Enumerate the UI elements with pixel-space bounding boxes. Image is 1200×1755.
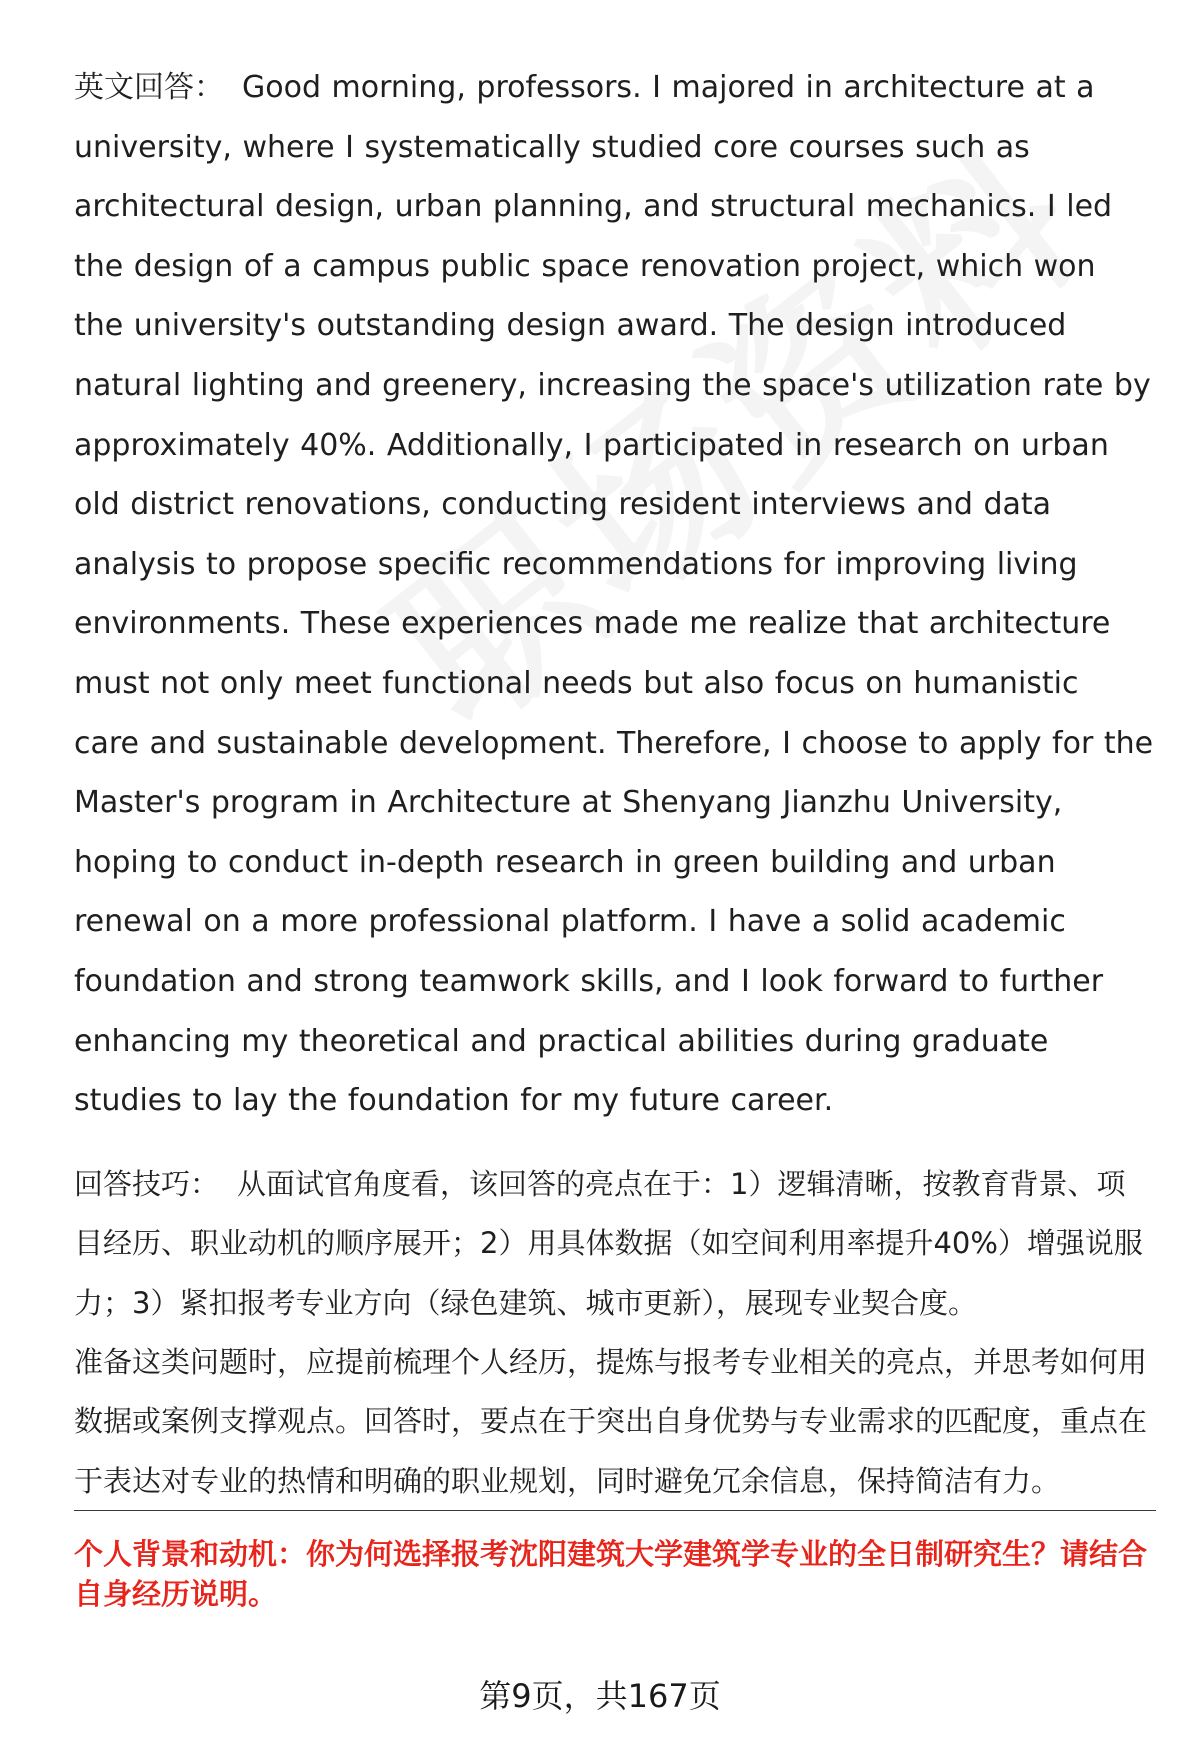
english-answer-label: 英文回答： <box>74 70 224 105</box>
next-question-heading: 个人背景和动机：你为何选择报考沈阳建筑大学建筑学专业的全日制研究生？请结合自身经历说明。 <box>74 1537 1148 1611</box>
page-content <box>74 58 1154 1511</box>
english-answer-text: Good morning, professors. I majored in architecture at a university, where I systematically studied core courses such as architectural design, urban planning, and structural mechanics. I led the design of a campus public space renovation project, which won the university's outstanding design award. The design introduced natural lighting and greenery, increasing the space's utilization rate by approximately 40%. Additionally, I participated in research on urban old district renovations, conducting resident interviews and data analysis to propose specific recommendations for improving living environments. These experiences made me realize that architecture must not only meet functional needs but also focus on humanistic care and sustainable development. Therefore, I choose to apply for the Master's program in Architecture at Shenyang Jianzhu University, hoping to conduct in-depth research in green building and urban renewal on a more professional platform. I have a solid academic foundation and strong teamwork skills, and I look forward to further enhancing my theoretical and practical abilities during graduate studies to lay the foundation for my future career. <box>74 70 1154 1119</box>
tips-text-1: 从面试官角度看，该回答的亮点在于：1）逻辑清晰，按教育背景、项目经历、职业动机的顺序展开；2）用具体数据（如空间利用率提升40%）增强说服力；3）紧扣报考专业方向（绿色建筑、城市更新），展现专业契合度。 <box>74 1166 1143 1320</box>
english-answer <box>74 58 1154 1131</box>
tips-paragraph-1 <box>74 1155 1154 1333</box>
tips-label: 回答技巧： <box>74 1166 220 1201</box>
section-divider <box>74 1510 1156 1511</box>
answer-tips <box>74 1155 1154 1511</box>
page-number: 第9页，共167页 <box>479 1677 721 1715</box>
tips-paragraph-2: 准备这类问题时，应提前梳理个人经历，提炼与报考专业相关的亮点，并思考如何用数据或案例支撑观点。回答时，要点在于突出自身优势与专业需求的匹配度，重点在于表达对专业的热情和明确的职业规划，同时避免冗余信息，保持简洁有力。 <box>74 1344 1148 1498</box>
